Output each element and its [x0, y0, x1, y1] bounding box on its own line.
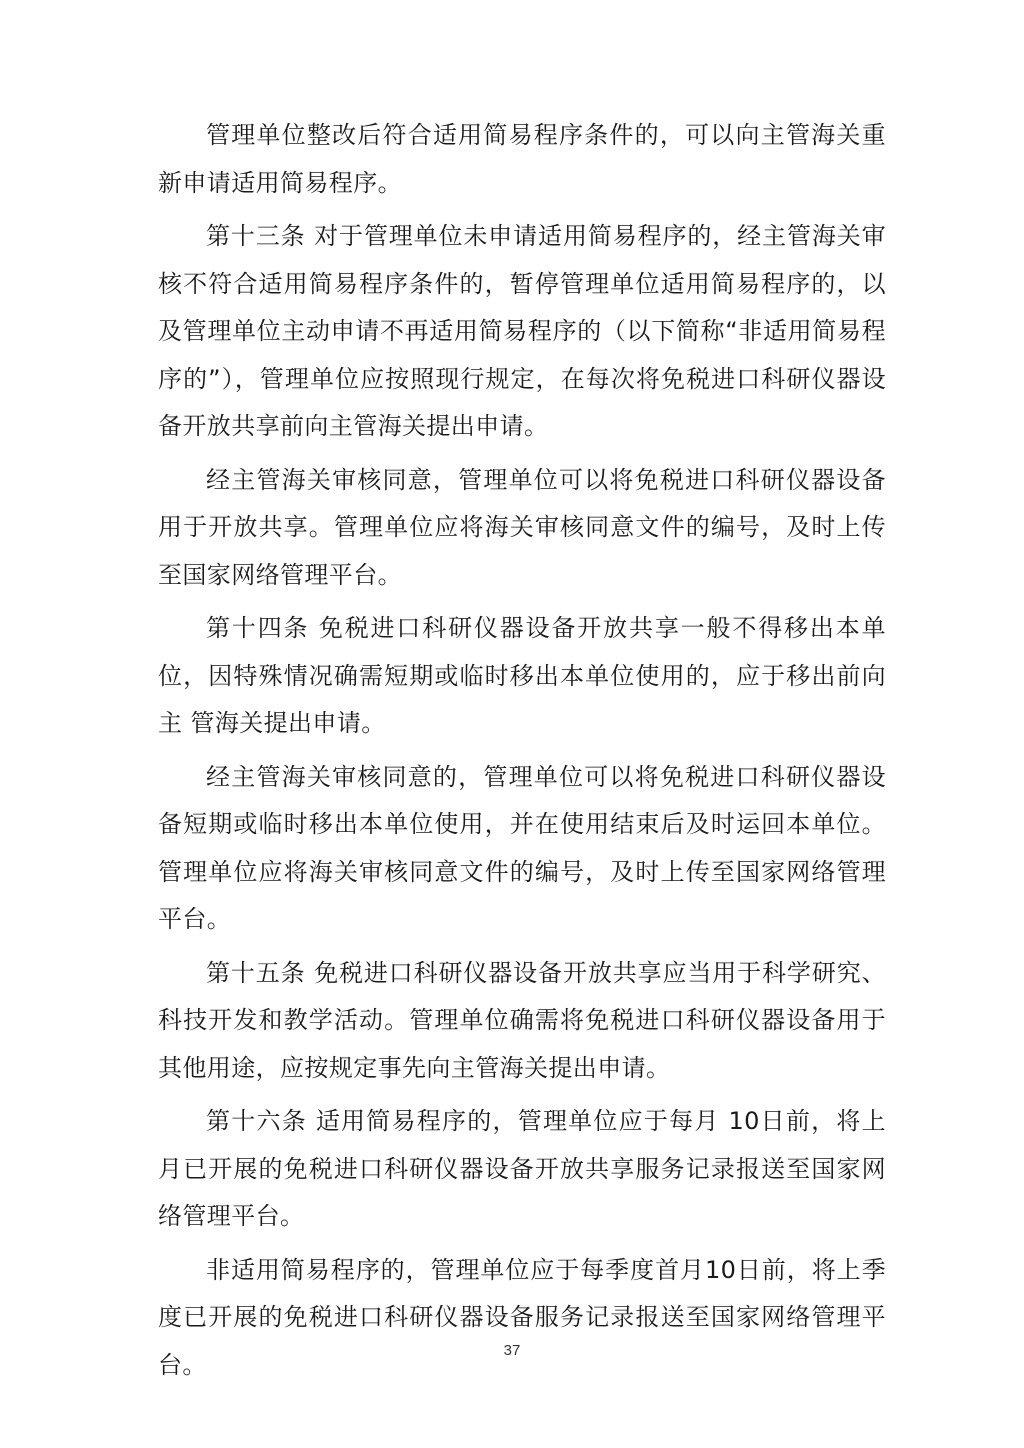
- page-number: 37: [503, 1342, 521, 1359]
- paragraph-5: 经主管海关审核同意的，管理单位可以将免税进口科研仪器设备短期或临时移出本单位使用，并在使用结束后及时运回本单位。管理单位应将海关审核同意文件的编号，及时上传至国家网络管理平台。: [158, 762, 886, 933]
- paragraph-2-article-13: 第十三条 对于管理单位未申请适用简易程序的，经主管海关审核不符合适用简易程序条件的，暂停管理单位适用简易程序的，以及管理单位主动申请不再适用简易程序的（以下简称“非适用简易程序的”），管理单位应按照现行规定，在每次将免税进口科研仪器设备开放共享前向主管海关提出申请。: [158, 222, 886, 440]
- paragraph-3: 经主管海关审核同意，管理单位可以将免税进口科研仪器设备用于开放共享。管理单位应将海关审核同意文件的编号，及时上传至国家网络管理平台。: [158, 465, 886, 589]
- paragraph-1: 管理单位整改后符合适用简易程序条件的，可以向主管海关重新申请适用简易程序。: [158, 121, 886, 197]
- paragraph-4-article-14: 第十四条 免税进口科研仪器设备开放共享一般不得移出本单位，因特殊情况确需短期或临时移出本单位使用的，应于移出前向主 管海关提出申请。: [158, 614, 886, 737]
- paragraph-7-article-16: 第十六条 适用简易程序的，管理单位应于每月 10日前，将上月已开展的免税进口科研仪器设备开放共享服务记录报送至国家网络管理平台。: [158, 1107, 886, 1230]
- document-body: [158, 112, 886, 1389]
- paragraph-8: 非适用简易程序的，管理单位应于每季度首月10日前，将上季度已开展的免税进口科研仪器设备服务记录报送至国家网络管理平台。: [158, 1255, 886, 1379]
- paragraph-6-article-15: 第十五条 免税进口科研仪器设备开放共享应当用于科学研究、科技开发和教学活动。管理单位确需将免税进口科研仪器设备用于其他用途，应按规定事先向主管海关提出申请。: [158, 958, 886, 1082]
